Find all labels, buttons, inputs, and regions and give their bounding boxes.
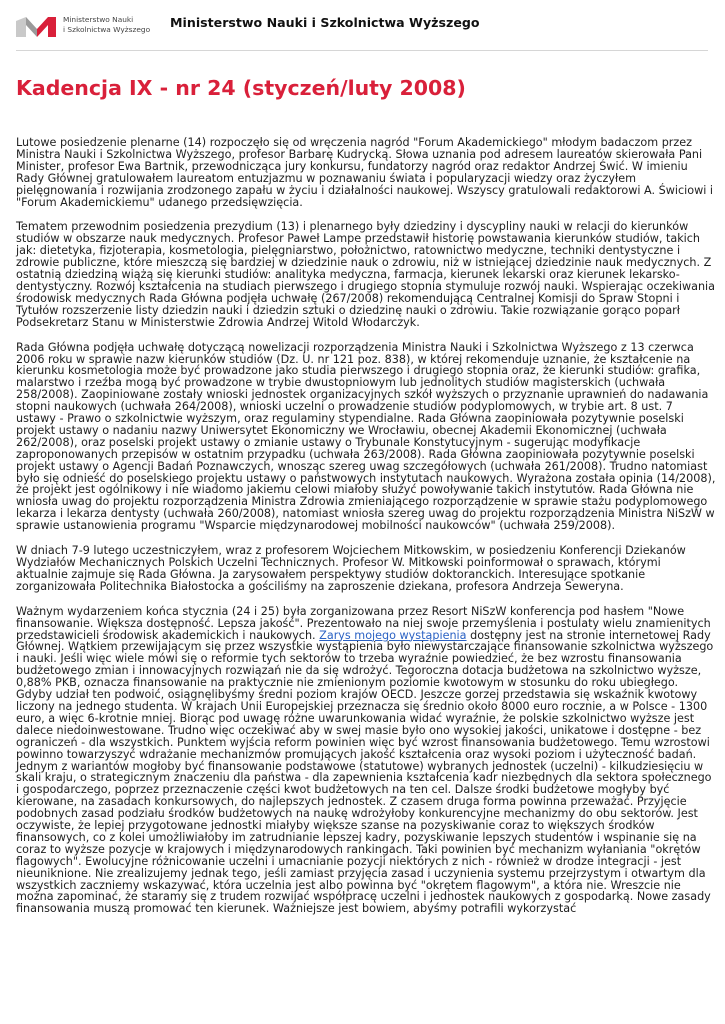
site-header [16,12,706,42]
speech-outline-link[interactable]: Zarys mojego wystąpienia [319,628,467,642]
logo-line-1: Ministerstwo Nauki [63,15,134,24]
ministry-logo-icon [16,15,56,39]
paragraph-4: W dniach 7-9 lutego uczestniczyłem, wraz z profesorem Wojciechem Mitkowskim, w posiedzeniu Konferencji Dziekanów Wydziałów Mechanicznych Polskich Uczelni Technicznych. Profesor W. Mitkowski poinformował o sprawach, którymi aktualnie zajmuje się Rada Główna. Ja zarysowałem perspektywy studiów doktoranckich. Interesujące spotkanie zorganizowała Politechnika Białostocka a gościliśmy na zaproszenie dziekana, profesora Andrzeja Seweryna. [16,544,686,593]
paragraph-2: Tematem przewodnim posiedzenia prezydium (13) i plenarnego były dziedziny i dyscypliny nauki w relacji do kierunków studiów w obszarze nauk medycznych. Profesor Paweł Lampe przedstawił historię powstawania kierunków studiów, takich jak: dietetyka, fizjoterapia, kosmetologia, pielęgniarstwo, położnictwo, ratownictwo medyczne, techniki dentystyczne i zdrowie publiczne, które mieszczą się bardziej w dziedzinie nauk o zdrowiu, niż w istniejącej dziedzinie nauk medycznych. Z ostatnią dziedziną wiążą się kierunki studiów: analityka medyczna, farmacja, kierunek lekarski oraz kierunek lekarsko-dentystyczny. Rozwój kształcenia na studiach pierwszego i drugiego stopnia stymuluje rozwój nauki. Wspierając oczekiwania środowisk medycznych Rada Główna podjęła uchwałę (267/2008) rekomendującą Centralnej Komisji do Spraw Stopni i Tytułów rozszerzenie listy dziedzin nauki i dziedzin sztuki o dziedzinę nauki o zdrowiu. Takie rozwiązanie gorąco poparł Podsekretarz Stanu w Ministerstwie Zdrowia Andrzej Witold Włodarczyk. [16,220,716,329]
paragraph-5-text-after-link: dostępny jest na stronie internetowej Rady Głównej. Wątkiem przewijającym się przez wszystkie wystąpienia było niewystarczające finansowanie szkolnictwa wyższego i nauki. Jeśli więc wiele mówi się o reformie tych sektorów to trzeba wyraźnie powiedzieć, że bez wzrostu finansowania budżetowego zmian i innowacyjnych rozwiązań nie da się wdrożyć. Tegoroczna dotacja budżetowa na szkolnictwo wyższe, 0,88% PKB, oznacza finansowanie na praktycznie nie zmienionym poziomie kwotowym w stosunku do roku ubiegłego. Gdyby udział ten podwoić, osiągnęlibyśmy średni poziom krajów OECD. Jeszcze gorzej przedstawia się wskaźnik kwotowy liczony na jednego studenta. W krajach Unii Europejskiej przeznacza się średnio około 8000 euro rocznie, a w Polsce - 1300 euro, a więc 6-krotnie mniej. Biorąc pod uwagę różne uwarunkowania widać wyraźnie, że polskie szkolnictwo wyższe jest dalece niedoinwestowane. Trudno więc oczekiwać aby w swej masie było ono wysokiej jakości, unikatowe i dostępne - bez ograniczeń - dla wszystkich. Punktem wyjścia reform powinien więc być wzrost finansowania budżetowego. Temu wzrostowi powinno towarzyszyć wdrażanie mechanizmów promujących jakość kształcenia oraz wysoki poziom i użyteczność badań. Jednym z wariantów mogłoby być finansowanie podstawowe (statutowe) wybranych jednostek (uczelni) - kilkudziesięciu w skali kraju, o strategicznym znaczeniu dla państwa - dla zapewnienia kształcenia kadr niezbędnych dla sektora społecznego i gospodarczego, poprzez przeznaczenie części kwot budżetowych na ten cel. Dalsze środki budżetowe mogłyby być kierowane, na zasadach konkursowych, do najlepszych jednostek. Z czasem druga forma powinna przeważać. Przyjęcie podobnych zasad podziału środków budżetowych na naukę wdrożyłoby konkurencyjne mechanizmy do obu sektorów. Jest oczywiste, że lepiej przygotowane jednostki miałyby większe szanse na pozyskiwanie coraz to większych środków finansowych, co z kolei umożliwiałoby im zatrudnianie lepszej kadry, pozyskiwanie lepszych studentów i wspinanie się na coraz to wyższe pozycje w krajowych i międzynarodowych rankingach. Taki powinien być mechanizm wyłaniania "okrętów flagowych". Ewolucyjne różnicowanie uczelni i umacnianie pozycji niektórych z nich - również w drodze integracji - jest nieuniknione. Nie zrealizujemy jednak tego, jeśli zamiast przyjęcia zasad i uczynienia systemu przejrzystym i otwartym dla wszystkich zaczniemy wskazywać, która uczelnia jest albo powinna być "okrętem flagowym", a która nie. Wreszcie nie można zapominać, że staramy się z trudem rozwijać współpracę uczelni i jednostek naukowych z gospodarką. Nowe zasady finansowania muszą promować ten kierunek. Ważniejsze jest bowiem, abyśmy potrafili wykorzystać [16,628,714,916]
header-divider [16,50,708,51]
paragraph-5-text-before-link: Ważnym wydarzeniem końca stycznia (24 i 25) była zorganizowana przez Resort NiSzW konferencja pod hasłem "Nowe finansowanie. Większa dostępność. Lepsza jakość". Prezentowało na niej swoje przemyślenia i postulaty wielu znamienitych przedstawicieli środowisk akademickich i naukowych. [16,604,711,642]
logo-wordmark [63,15,173,35]
ministry-logo[interactable] [16,12,166,42]
header-title: Ministerstwo Nauki i Szkolnictwa Wyższego [170,15,480,30]
paragraph-5 [16,606,716,916]
logo-line-2: i Szkolnictwa Wyższego [63,25,151,34]
paragraph-1: Lutowe posiedzenie plenarne (14) rozpoczęło się od wręczenia nagród "Forum Akademickiego" młodym badaczom przez Ministra Nauki i Szkolnictwa Wyższego, profesor Barbarę Kudrycką. Słowa uznania pod adresem laureatów skierowała Pani Minister, profesor Ewa Bartnik, przewodnicząca jury konkursu, fundatorzy nagród oraz redaktor Andrzej Świć. W imieniu Rady Głównej gratulowałem laureatom entuzjazmu w poznawaniu świata i popularyzacji wiedzy oraz życzyłem pielęgnowania i rozwijania zrodzonego zapału w życiu i działalności naukowej. Wszyscy gratulowali redaktorowi A. Świciowi i "Forum Akademickiemu" udanego przedsięwzięcia. [16,136,713,209]
paragraph-3: Rada Główna podjęła uchwałę dotyczącą nowelizacji rozporządzenia Ministra Nauki i Szkolnictwa Wyższego z 13 czerwca 2006 roku w sprawie nazw kierunków studiów (Dz. U. nr 121 poz. 838), w której rekomenduje uznanie, że kształcenie na kierunku kosmetologia może być prowadzone jako studia pierwszego i drugiego stopnia oraz, że kierunki studiów: grafika, malarstwo i rzeźba mogą być prowadzone w trybie dwustopniowym lub jednolitych studiów magisterskich (uchwała 258/2008). Zaopiniowane zostały wnioski jednostek organizacyjnych szkół wyższych o przyznanie uprawnień do nadawania stopni naukowych (uchwała 264/2008), wnioski uczelni o prowadzenie studiów podyplomowych, w trybie art. 8 ust. 7 ustawy - Prawo o szkolnictwie wyższym, oraz regulaminy stypendialne. Rada Główna zaopiniowała pozytywnie poselski projekt ustawy o nadaniu nazwy Uniwersytet Ekonomiczny we Wrocławiu, obecnej Akademii Ekonomicznej (uchwała 262/2008), oraz poselski projekt ustawy o zmianie ustawy o Trybunale Konstytucyjnym - sugerując modyfikacje zaproponowanych przepisów w ostatnim przypadku (uchwała 263/2008). Rada Główna zaopiniowała pozytywnie poselski projekt ustawy o Agencji Badań Poznawczych, wnosząc szereg uwag szczegółowych (uchwała 261/2008). Trudno natomiast było się odnieść do poselskiego projektu ustawy o państwowych instytutach naukowych. Wyrażona została opinia (14/2008), że projekt jest ogólnikowy i nie wiadomo jakiemu celowi miałoby służyć powoływanie takich instytutów. Rada Główna nie wniosła uwag do projektu rozporządzenia Ministra Zdrowia zmieniającego rozporządzenie w sprawie stażu podyplomowego lekarza i lekarza dentysty (uchwała 260/2008), natomiast wniosła szereg uwag do projektu rozporządzenia Ministra NiSzW w sprawie ustanowienia programu "Wsparcie międzynarodowej mobilności naukowców" (uchwała 259/2008). [16,340,716,533]
article-body [16,137,716,928]
article-title: Kadencja IX - nr 24 (styczeń/luty 2008) [16,76,466,100]
